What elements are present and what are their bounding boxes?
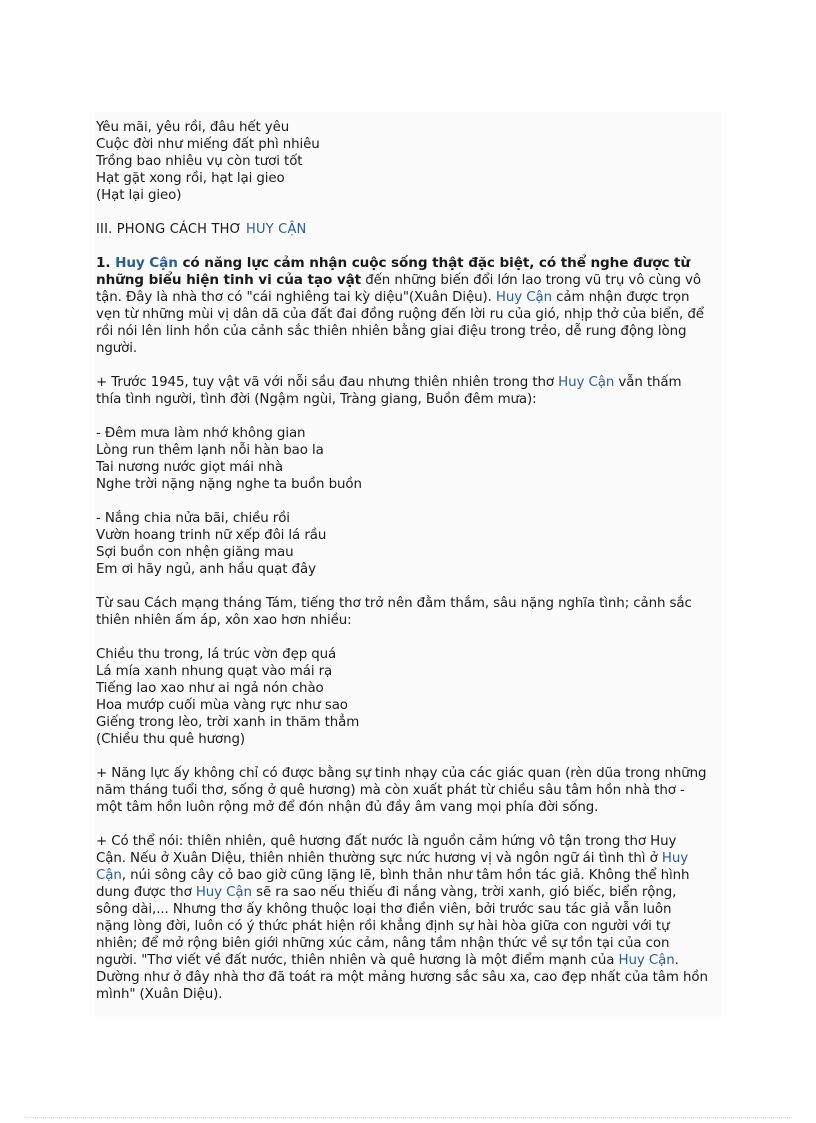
poem-line: Lòng run thêm lạnh nỗi hàn bao la [96,443,324,458]
text: + Trước 1945, tuy vật vã với nỗi sầu đau nhưng thiên nhiên trong thơ [96,375,559,390]
poem-line: (Hạt lại gieo) [96,188,182,203]
text: . [674,953,679,968]
poem-line: Hạt gặt xong rồi, hạt lại gieo [96,171,285,186]
paragraph-line: người. [96,341,138,356]
heading-prefix: III. PHONG CÁCH THƠ [96,222,246,237]
poem-line: (Chiều thu quê hương) [96,732,246,747]
poem-line: Trồng bao nhiêu vụ còn tươi tốt [96,154,303,169]
paragraph-line [96,272,722,289]
paragraph-line: thiên nhiên ấm áp, xôn xao hơn nhiều: [96,613,352,628]
paragraph-5 [96,833,722,1003]
paragraph-line: nhiên; để mở rộng biên giới những xúc cảm, nâng tầm nhận thức về sự tồn tại của con [96,936,670,951]
text: dung được thơ [96,885,196,900]
text: vẫn thấm [614,375,682,390]
list-number: 1. [96,255,116,271]
paragraph-line [96,952,722,969]
poem-line: - Nắng chia nửa bãi, chiều rồi [96,511,290,526]
poem-stanza-3 [96,510,722,578]
paragraph-line: mình" (Xuân Diệu). [96,987,223,1002]
paragraph-line: + Có thể nói: thiên nhiên, quê hương đất nước là nguồn cảm hứng vô tận trong thơ Huy [96,834,677,849]
paragraph-line: vẹn từ những mùi vị dân dã của đất đai đồng ruộng đến lời ru của gió, nhịp thở của biển, để [96,307,704,322]
paragraph-line: + Năng lực ấy không chỉ có được bằng sự tinh nhạy của các giác quan (rèn dũa trong những [96,766,707,781]
section-heading [96,221,722,238]
text: người. "Thơ viết về đất nước, thiên nhiên và quê hương là một điểm mạnh của [96,953,619,968]
paragraph-line: Từ sau Cách mạng tháng Tám, tiếng thơ trở nên đằm thắm, sâu nặng nghĩa tình; cảnh sắc [96,596,692,611]
page-bottom-rule [24,1117,792,1118]
text: Cận. Nếu ở Xuân Diệu, thiên nhiên thường sực nức hương vị và ngôn ngữ ái tình thì ở [96,851,662,866]
poem-line: Chiều thu trong, lá trúc vờn đẹp quá [96,647,337,662]
text: sẽ ra sao nếu thiếu đi nắng vàng, trời xanh, gió biếc, biển rộng, [251,885,677,900]
paragraph-line [96,289,722,306]
poem-line: Tai nương nước giọt mái nhà [96,460,283,475]
paragraph-line [96,850,722,867]
paragraph-line [96,884,722,901]
paragraph-line: thía tình người, tình đời (Ngậm ngùi, Tràng giang, Buồn đêm mưa): [96,392,537,407]
poem-line: Vườn hoang trinh nữ xếp đôi lá rầu [96,528,327,543]
poem-line: Em ơi hãy ngủ, anh hầu quạt đây [96,562,316,577]
poem-stanza-4 [96,646,722,748]
paragraph-line [96,867,722,884]
poem-stanza-1 [96,119,722,204]
author-link[interactable]: Huy Cận [558,375,615,390]
author-link[interactable]: HUY CẬN [246,222,307,237]
author-link[interactable]: Huy [661,851,689,866]
paragraph-line: sông dài,... Nhưng thơ ấy không thuộc loại thơ điền viên, bởi trước sau tác giả vẫn luôn [96,902,672,917]
paragraph-line: rồi nói lên linh hồn của cảnh sắc thiên nhiên bằng giai điệu trong trẻo, dễ rung động lòng [96,324,687,339]
bold-text: có năng lực cảm nhận cuộc sống thật đặc biệt, có thể nghe được từ [177,255,691,271]
text: đến những biến đổi lớn lao trong vũ trụ vô cùng vô [361,273,701,288]
author-link[interactable]: Cận [96,868,122,883]
paragraph-2 [96,374,722,408]
paragraph-1 [96,255,722,357]
text: cảm nhận được trọn [552,290,690,305]
poem-line: Tiếng lao xao như ai ngả nón chào [96,681,324,696]
poem-line: Yêu mãi, yêu rồi, đâu hết yêu [96,120,290,135]
poem-line: - Đêm mưa làm nhớ không gian [96,426,306,441]
poem-line: Giếng trong lèo, trời xanh in thăm thẳm [96,715,360,730]
paragraph-line: năm tháng tuổi thơ, sống ở quê hương) mà còn xuất phát từ chiều sâu tâm hồn nhà thơ - [96,783,685,798]
bold-text: những biểu hiện tinh vi của tạo vật [96,272,362,288]
paragraph-line: nặng lòng đời, luôn có ý thức phát hiện rồi khẳng định sự hài hòa giữa con người với tự [96,919,670,934]
author-link[interactable]: Huy Cận [115,255,178,271]
paragraph-4 [96,765,722,816]
paragraph-line [96,374,722,391]
paragraph-3 [96,595,722,629]
poem-line: Lá mía xanh nhung quạt vào mái rạ [96,664,333,679]
author-link[interactable]: Huy Cận [195,885,252,900]
author-link[interactable]: Huy Cận [618,953,675,968]
paragraph-line: Dường như ở đây nhà thơ đã toát ra một mảng hương sắc sâu xa, cao đẹp nhất của tâm hồn [96,970,708,985]
paragraph-line [96,255,722,272]
poem-line: Hoa mướp cuối mùa vàng rực như sao [96,698,348,713]
paragraph-line: một tâm hồn luôn rộng mở để đón nhận đủ đầy âm vang mọi phía đời sống. [96,800,599,815]
poem-stanza-2 [96,425,722,493]
author-link[interactable]: Huy Cận [495,290,553,305]
document-body [96,119,722,1003]
text: tận. Đây là nhà thơ có "cái nghiêng tai kỳ diệu"(Xuân Diệu). [96,290,496,305]
poem-line: Cuộc đời như miếng đất phì nhiêu [96,137,320,152]
poem-line: Sợi buồn con nhện giăng mau [96,545,294,560]
poem-line: Nghe trời nặng nặng nghe ta buồn buồn [96,477,362,492]
text: , núi sông cây cỏ bao giờ cũng lặng lẽ, bình thản như tâm hồn tác giả. Không thể hình [121,868,690,883]
